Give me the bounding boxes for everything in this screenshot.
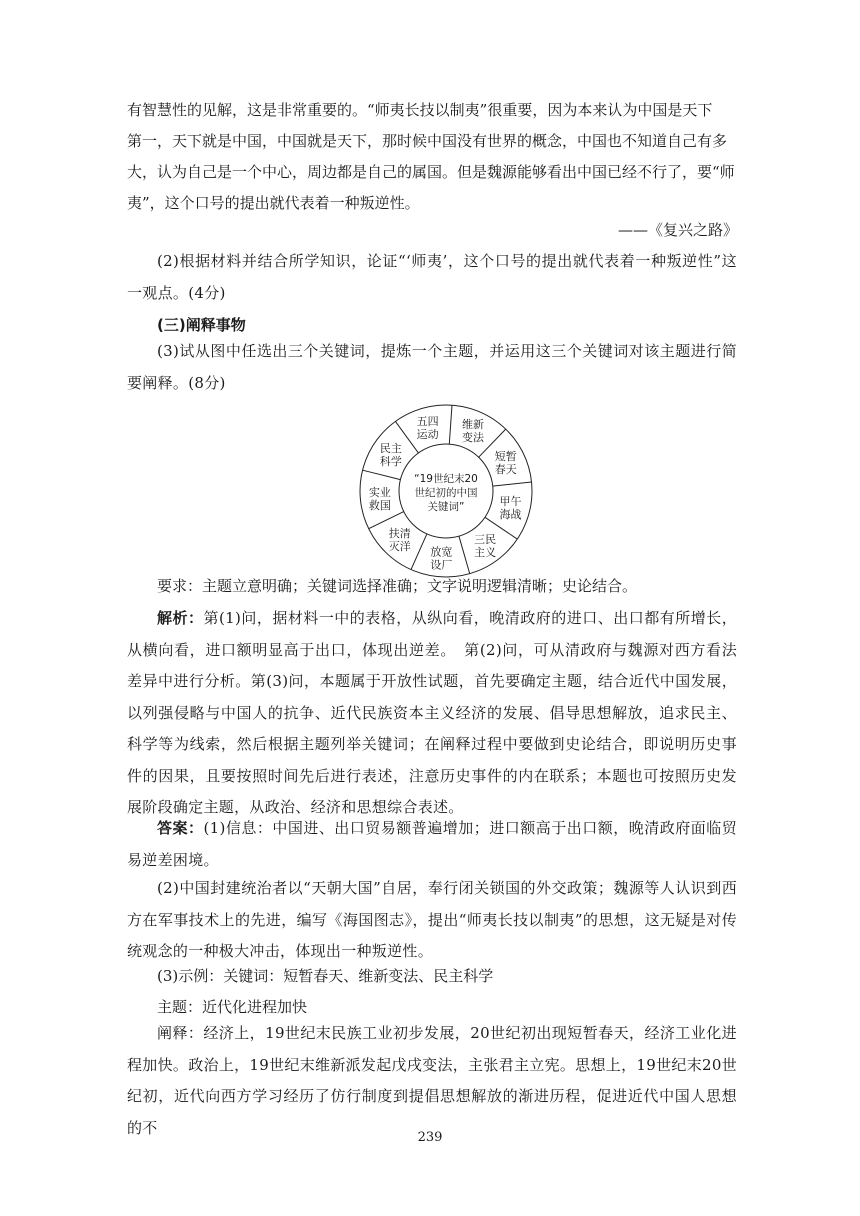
segment-keyword: 救国 bbox=[368, 498, 391, 512]
requirement-text: 要求：主题立意明确；关键词选择准确；文字说明逻辑清晰；史论结合。 bbox=[157, 577, 638, 595]
segment-divider bbox=[363, 470, 401, 479]
segment-keyword: 主义 bbox=[474, 545, 497, 559]
analysis-text: 第(1)问，据材料一中的表格，从纵向看，晚清政府的进口、出口都有所增长，从横向看，进口额明显高于出口，体现出逆差。 第(2)问，可从清政府与魏源对西方看法差异中进行分析。第(3)问，本题属于开放性试题，首先要确定主题，结合近代中国发展，以列强侵略与中国人的抗争、近代民族资本主义经济的发展、倡导思想解放，追求民主、科学等为线索，然后根据主题列举关键词；在阐释过程中要做到史论结合，即说明历史事件的因果，且要按照时间先后进行表述，注意历史事件的内在联系；本题也可按照历史发展阶段确定主题，从政治、经济和思想综合表述。 bbox=[127, 609, 737, 816]
question-3: (3)试从图中任选出三个关键词，提炼一个主题，并运用这三个关键词对该主题进行简要阐释。(8分) bbox=[127, 342, 737, 392]
segment-keyword: 民主 bbox=[379, 441, 402, 455]
segment-keyword: 短暂 bbox=[494, 449, 517, 463]
segment-divider bbox=[493, 482, 532, 486]
answer-2-paragraph: (2)中国封建统治者以“天朝大国”自居，奉行闭关锁国的外交政策；魏源等人认识到西方在军事技术上的先进，编写《海国图志》，提出“师夷长技以制夷”的思想，这无疑是对传统观念的一种极大冲击，体现出一种叛逆性。 bbox=[127, 879, 737, 960]
material-line-4: 夷”，这个口号的提出就代表着一种叛逆性。 bbox=[127, 194, 420, 212]
question-2: (2)根据材料并结合所学知识，论证“‘师夷’，这个口号的提出就代表着一种叛逆性”这一观点。(4分) bbox=[127, 252, 737, 302]
answer-3-explanation: 阐释：经济上，19世纪末民族工业初步发展，20世纪初出现短暂春天，经济工业化进程加快。政治上，19世纪末维新派发起戊戌变法，主张君主立宪。思想上，19世纪末20世纪初，近代向西方学习经历了仿行制度到提倡思想解放的渐进历程，促进近代中国人思想的不 bbox=[127, 1024, 737, 1137]
keyword-wheel-diagram bbox=[358, 403, 534, 579]
center-title-line: “19世纪末20 bbox=[414, 473, 478, 485]
answer-label: 答案： bbox=[157, 819, 204, 837]
answer-1-paragraph bbox=[127, 813, 737, 876]
segment-keyword: 实业 bbox=[368, 485, 391, 499]
segment-keyword: 运动 bbox=[416, 428, 439, 442]
answer-3-theme: 主题：近代化进程加快 bbox=[157, 998, 308, 1016]
segment-keyword: 灭洋 bbox=[388, 539, 411, 553]
segment-keyword: 海战 bbox=[499, 508, 522, 522]
material-source: ——《复兴之路》 bbox=[617, 221, 738, 239]
answer-3-example: (3)示例：关键词：短暂春天、维新变法、民主科学 bbox=[157, 967, 494, 985]
center-title-line: 关键词” bbox=[427, 501, 465, 513]
segment-keyword: 设厂 bbox=[430, 558, 453, 572]
analysis-paragraph bbox=[127, 603, 737, 824]
segment-divider bbox=[411, 534, 427, 570]
center-title-line: 世纪初的中国 bbox=[414, 487, 478, 499]
material-line-1: 有智慧性的见解，这是非常重要的。“师夷长技以制夷”很重要，因为本来认为中国是天下 bbox=[127, 101, 713, 119]
segment-divider bbox=[449, 405, 452, 444]
wheel-labels bbox=[369, 415, 522, 571]
segment-divider bbox=[459, 536, 470, 573]
page-number: 239 bbox=[417, 1130, 443, 1145]
segment-keyword: 科学 bbox=[379, 454, 402, 468]
segment-keyword: 扶清 bbox=[388, 526, 411, 540]
segment-keyword: 变法 bbox=[462, 431, 485, 445]
analysis-label: 解析： bbox=[157, 609, 204, 627]
segment-keyword: 放宽 bbox=[430, 545, 453, 559]
material-line-3: 大，认为自己是一个中心，周边都是自己的属国。但是魏源能够看出中国已经不行了，要“师 bbox=[127, 163, 735, 181]
section-3-heading: (三)阐释事物 bbox=[157, 316, 246, 334]
material-line-2: 第一，天下就是中国，中国就是天下，那时候中国没有世界的概念，中国也不知道自己有多 bbox=[127, 132, 728, 150]
segment-keyword: 春天 bbox=[494, 462, 517, 476]
segment-keyword: 维新 bbox=[462, 418, 485, 432]
segment-keyword: 甲午 bbox=[499, 495, 522, 509]
segment-keyword: 五四 bbox=[416, 415, 439, 429]
segment-keyword: 三民 bbox=[474, 532, 497, 546]
answer-1-text: (1)信息：中国进、出口贸易额普遍增加；进口额高于出口额，晚清政府面临贸易逆差困境。 bbox=[127, 819, 737, 869]
